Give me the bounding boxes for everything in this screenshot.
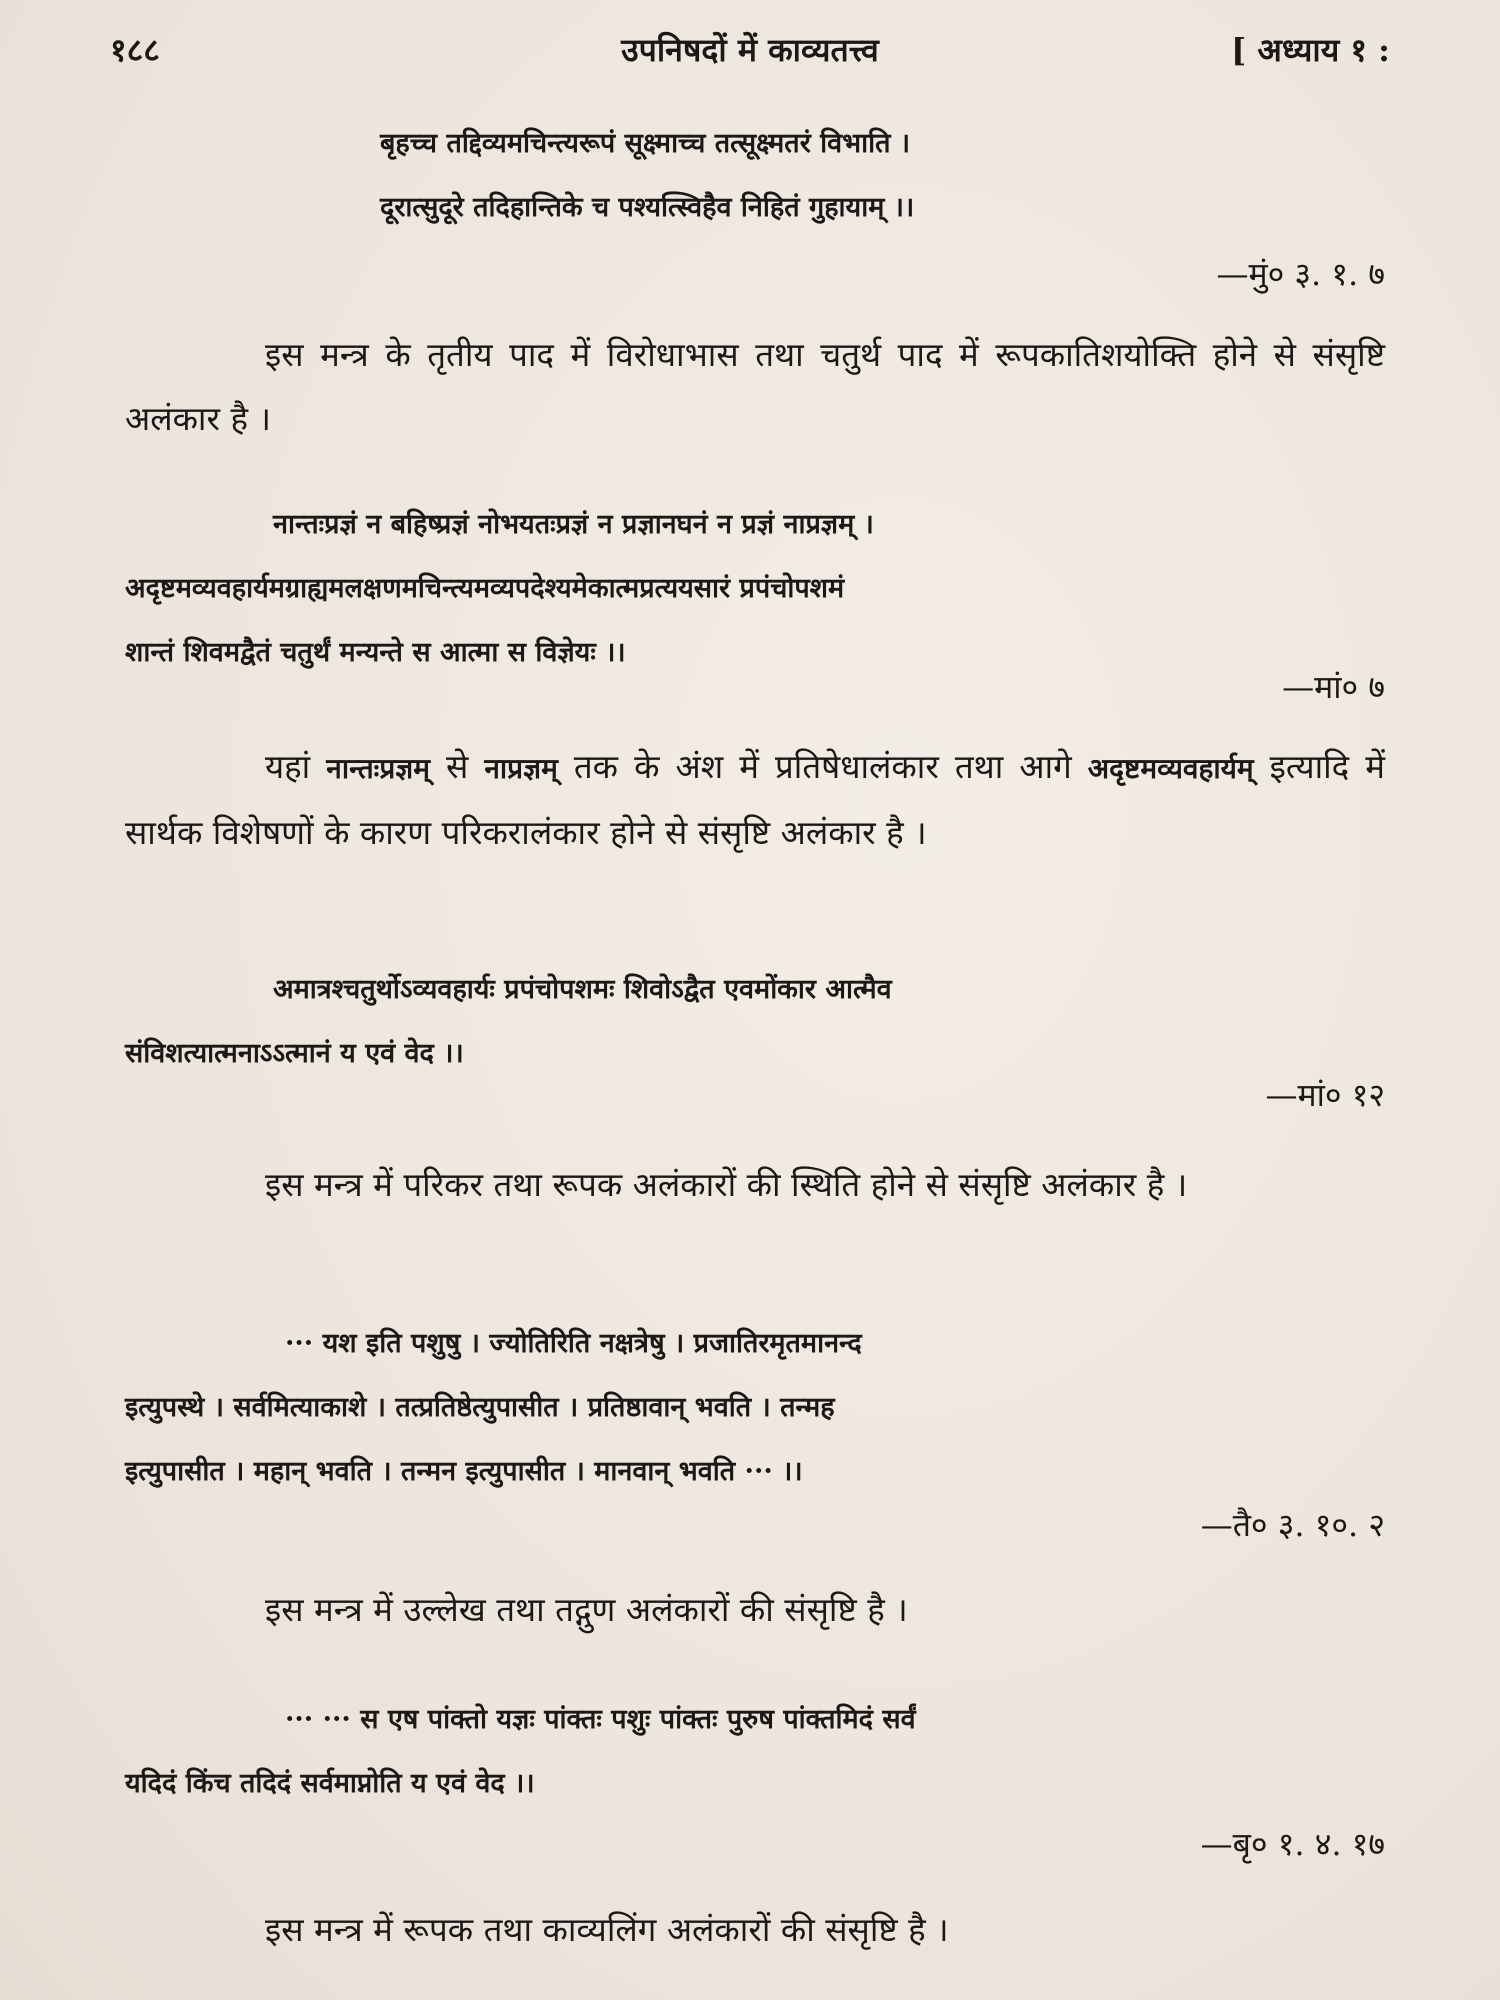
verse-source: —बृ० १. ४. १७ — [1200, 1825, 1385, 1863]
verse-line: दूरात्सुदूरे तदिहान्तिके च पश्यत्स्विहैव निहितं गुहायाम् ।। — [380, 192, 915, 223]
verse-line: इत्युपस्थे । सर्वमित्याकाशे । तत्प्रतिष्ठेत्युपासीत । प्रतिष्ठावान् भवति । तन्मह — [125, 1392, 835, 1423]
commentary-4: इस मन्त्र में उल्लेख तथा तद्गुण अलंकारों की संसृष्टि है । — [265, 1590, 908, 1629]
verse-source: —तै० ३. १०. २ — [1200, 1506, 1385, 1544]
verse-line: अदृष्टमव्यवहार्यमग्राह्यमलक्षणमचिन्त्यमव्यपदेश्यमेकात्मप्रत्ययसारं प्रपंचोपशमं — [125, 573, 845, 604]
page-number: १८८ — [110, 31, 160, 69]
quoted-term: नान्तःप्रज्ञम् — [326, 752, 430, 785]
commentary-text: से — [429, 747, 485, 786]
verse-line: नान्तःप्रज्ञं न बहिष्प्रज्ञं नोभयतःप्रज्ञं न प्रज्ञानघनं न प्रज्ञं नाप्रज्ञम् । — [273, 509, 874, 540]
verse-source: —मुं० ३. १. ७ — [1216, 255, 1385, 293]
verse-source: —मां० ७ — [1282, 668, 1385, 706]
verse-3 — [125, 958, 1385, 1086]
verse-source: —मां० १२ — [1265, 1076, 1385, 1114]
verse-line: अमात्रश्चतुर्थोऽव्यवहार्यः प्रपंचोपशमः शिवोऽद्वैत एवमोंकार आत्मैव — [273, 974, 892, 1005]
verse-2 — [125, 493, 1385, 685]
commentary-text: तक के अंश में प्रतिषेधालंकार तथा आगे — [557, 747, 1088, 786]
verse-line: बृहच्च तद्दिव्यमचिन्त्यरूपं सूक्ष्माच्च तत्सूक्ष्मतरं विभाति । — [380, 128, 911, 159]
commentary-5: इस मन्त्र में रूपक तथा काव्यलिंग अलंकारों की संसृष्टि है । — [265, 1910, 949, 1949]
commentary-text: इत्यादि में सार्थक विशेषणों के कारण परिकरालंकार होने से संसृष्टि अलंकार है । — [125, 747, 1385, 852]
quoted-term: नाप्रज्ञम् — [484, 752, 558, 785]
commentary-3: इस मन्त्र में परिकर तथा रूपक अलंकारों की स्थिति होने से संसृष्टि अलंकार है । — [265, 1165, 1188, 1204]
chapter-label: [ अध्याय १ : — [1231, 31, 1390, 69]
verse-line: ··· यश इति पशुषु । ज्योतिरिति नक्षत्रेषु । प्रजातिरमृतमानन्द — [285, 1328, 862, 1359]
verse-line: यदिदं किंच तदिदं सर्वमाप्नोति य एवं वेद ।। — [125, 1768, 535, 1799]
running-title: उपनिषदों में काव्यतत्त्व — [621, 31, 879, 69]
verse-line: संविशत्यात्मनाऽऽत्मानं य एवं वेद ।। — [125, 1038, 464, 1069]
commentary-text: यहां — [265, 747, 327, 786]
verse-line: शान्तं शिवमद्वैतं चतुर्थं मन्यन्ते स आत्मा स विज्ञेयः ।। — [125, 637, 626, 668]
verse-line: ··· ··· स एष पांक्तो यज्ञः पांक्तः पशुः पांक्तः पुरुष पांक्तमिदं सर्वं — [285, 1704, 916, 1735]
verse-line: इत्युपासीत । महान् भवति । तन्मन इत्युपासीत । मानवान् भवति ··· ।। — [125, 1456, 803, 1487]
verse-1 — [380, 112, 1340, 240]
quoted-term: अदृष्टमव्यवहार्यम् — [1087, 752, 1254, 785]
page-header — [110, 28, 1390, 80]
commentary-1: इस मन्त्र के तृतीय पाद में विरोधाभास तथा चतुर्थ पाद में रूपकातिशयोक्ति होने से संसृष्टि अलंकार है । — [125, 335, 1385, 438]
verse-4 — [125, 1312, 1385, 1504]
verse-5 — [125, 1688, 1385, 1816]
commentary-2 — [125, 735, 1385, 865]
